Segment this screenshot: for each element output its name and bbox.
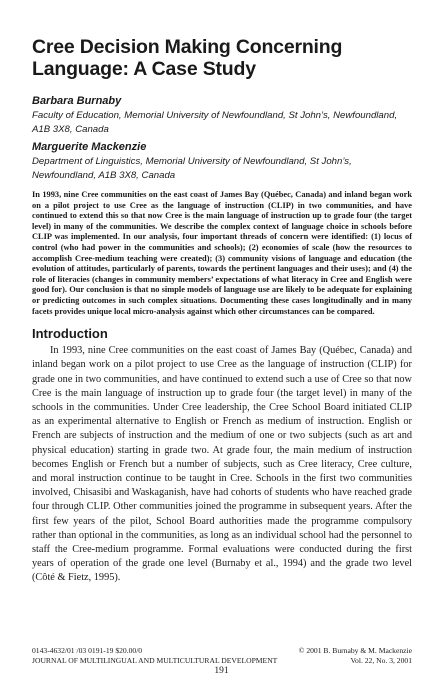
- footer-row: [32, 656, 412, 666]
- section-heading: Introduction: [32, 326, 108, 342]
- author-affiliation: Faculty of Education, Memorial University of Newfoundland, St John’s, Newfoundland, A1B 3X8, Canada: [32, 110, 398, 135]
- footer-row: [32, 646, 412, 656]
- article-page: [32, 36, 412, 586]
- page-footer: [32, 646, 412, 666]
- copyright-notice: © 2001 B. Burnaby & M. Mackenzie: [298, 646, 412, 655]
- author-affiliation: Department of Linguistics, Memorial University of Newfoundland, St John’s, Newfoundland, A1B 3X8, Canada: [32, 156, 352, 181]
- issn-code: 0143-4632/01 /03 0191-19 $20.00/0: [32, 646, 143, 655]
- body-paragraph: In 1993, nine Cree communities on the east coast of James Bay (Québec, Canada) and inland began work on a pilot project to use Cree as the language of instruction (CLIP) for grade one in two communities, and have continued to extend such a use of Cree so that now Cree is the main language of instruction up to grade four (the target level) in many of the schools in the communities. Under Cree leadership, the Cree School Board initiated CLIP as an experimental alternative to English or French as medium of instruction. English or French are subjects of instruction and the medium of one or two subjects (such as art and physical education) starting in grade two. At grade four, the main medium of instruction becomes English or French but a number of subjects, such as Cree literacy, Cree culture, and moral instruction continue to be taught in Cree. Schools in the first two communities involved, Chisasibi and Waskaganish, have had cohorts of students who have reached grade four through CLIP. Other communities joined the programme in subsequent years. After the first few years of the pilot, School Board authorities made the programme compulsory rather than optional in the communities, as long as an individual school had the personnel to staff the Cree-medium programme. Formal evaluations were conducted during the first years of operation of the grade one level (Burnaby et al., 1994) and the grade two level (Côté & Fietz, 1995).: [32, 345, 412, 584]
- article-title: Cree Decision Making Concerning Language: A Case Study: [32, 36, 343, 80]
- journal-volume: Vol. 22, No. 3, 2001: [350, 656, 412, 665]
- author-name: Marguerite Mackenzie: [32, 141, 147, 153]
- journal-name: JOURNAL OF MULTILINGUAL AND MULTICULTURAL DEVELOPMENT: [32, 656, 278, 665]
- author-name: Barbara Burnaby: [32, 95, 122, 107]
- abstract: In 1993, nine Cree communities on the east coast of James Bay (Québec, Canada) and inland began work on a pilot project to use Cree as the language of instruction (CLIP) in two communities, and have continued to extend this so that now Cree is the main language of instruction up to grade four (the target level) in many of the communities. We describe the complex context of language choice in schools before CLIP was implemented. In our analysis, four important threads of concern were identified: (1) locus of control (who had power in the communities and schools); (2) economies of scale (how the resources to accomplish Cree-medium teaching were created); (3) community visions of language and education (the evolution of attitudes, particularly of parents, towards the pertinent languages and their uses); and (4) the role of literacies (changes in community members’ expectations of what literacy in Cree and English were good for). Our conclusion is that no simple models of language use are likely to be adequate for explaining or predicting outcomes in such complex situations. Documenting these cases longitudinally and in many facets provides unique local micro-analysis against which other circumstances can be compared.: [32, 190, 412, 316]
- page-number: 191: [214, 666, 229, 676]
